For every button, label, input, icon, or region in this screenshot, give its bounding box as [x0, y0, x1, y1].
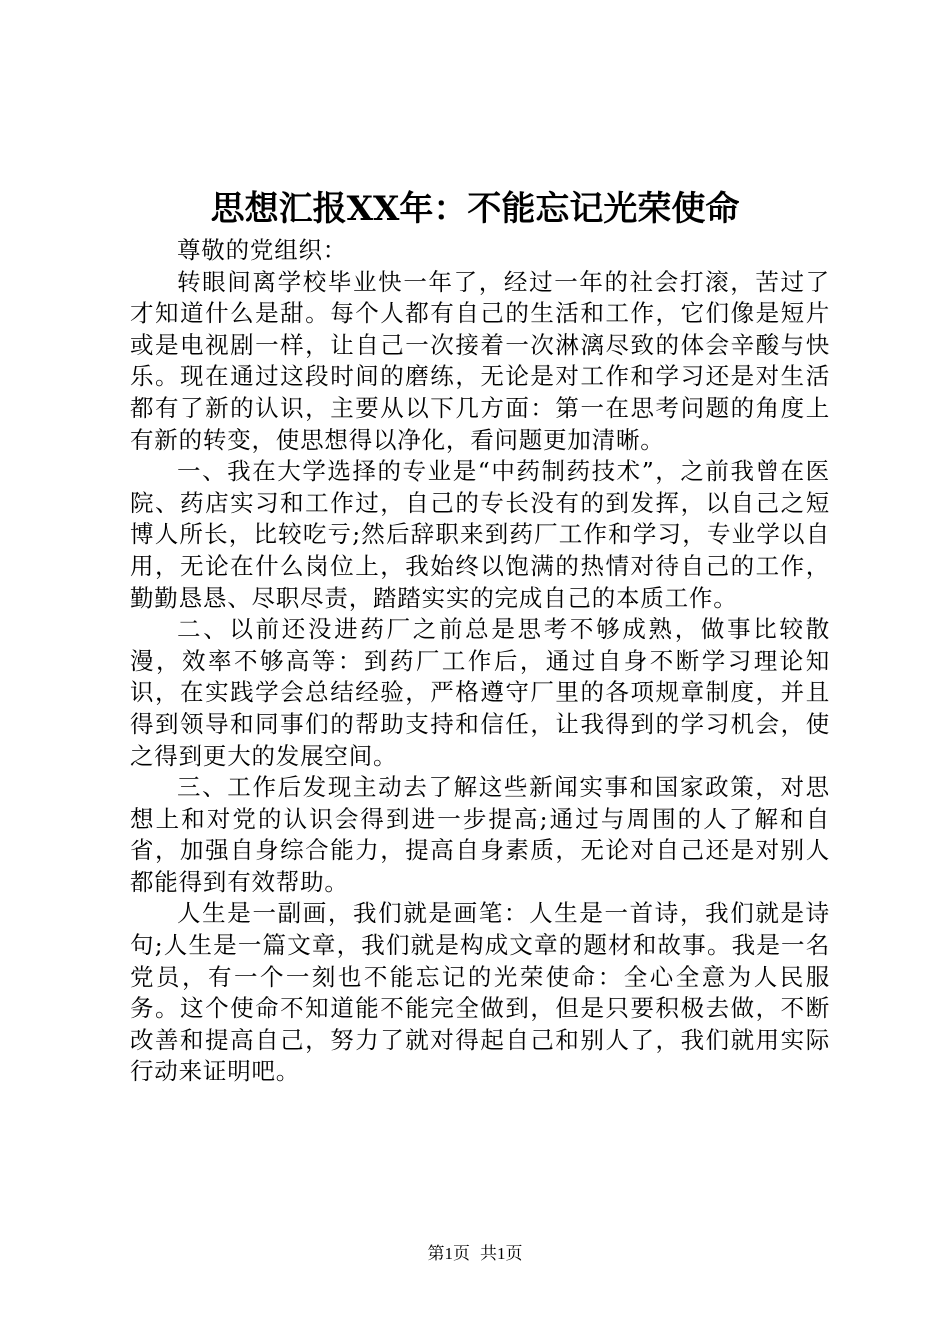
page-number: 第1页 [427, 1244, 470, 1263]
paragraph-closing: 人生是一副画，我们就是画笔：人生是一首诗，我们就是诗句;人生是一篇文章，我们就是构成文章的题材和故事。我是一名党员，有一个一刻也不能忘记的光荣使命：全心全意为人民服务。这个使命不知道能不能完全做到，但是只要积极去做，不断改善和提高自己，努力了就对得起自己和别人了，我们就用实际行动来证明吧。 [130, 899, 830, 1086]
paragraph-one: 一、我在大学选择的专业是“中药制药技术”，之前我曾在医院、药店实习和工作过，自己的专长没有的到发挥，以自己之短博人所长，比较吃亏;然后辞职来到药厂工作和学习，专业学以自用，无论在什么岗位上，我始终以饱满的热情对待自己的工作，勤勤恳恳、尽职尽责，踏踏实实的完成自己的本质工作。 [130, 457, 830, 612]
document-body [130, 235, 830, 1088]
paragraph-two: 二、以前还没进药厂之前总是思考不够成熟，做事比较散漫，效率不够高等：到药厂工作后，通过自身不断学习理论知识，在实践学会总结经验，严格遵守厂里的各项规章制度，并且得到领导和同事们的帮助支持和信任，让我得到的学习机会，使之得到更大的发展空间。 [130, 615, 830, 770]
salutation: 尊敬的党组织： [177, 236, 348, 264]
page-total: 共1页 [480, 1244, 523, 1263]
paragraph-intro: 转眼间离学校毕业快一年了，经过一年的社会打滚，苦过了才知道什么是甜。每个人都有自己的生活和工作，它们像是短片或是电视剧一样，让自己一次接着一次淋漓尽致的体会辛酸与快乐。现在通过这段时间的磨练，无论是对工作和学习还是对生活都有了新的认识，主要从以下几方面：第一在思考问题的角度上有新的转变，使思想得以净化，看问题更加清晰。 [130, 267, 830, 454]
paragraph-three: 三、工作后发现主动去了解这些新闻实事和国家政策，对思想上和对党的认识会得到进一步提高;通过与周围的人了解和自省，加强自身综合能力，提高自身素质，无论对自己还是对别人都能得到有效帮助。 [130, 773, 830, 896]
document-title: 思想汇报XX年：不能忘记光荣使命 [210, 189, 740, 229]
page-footer [0, 1243, 950, 1265]
